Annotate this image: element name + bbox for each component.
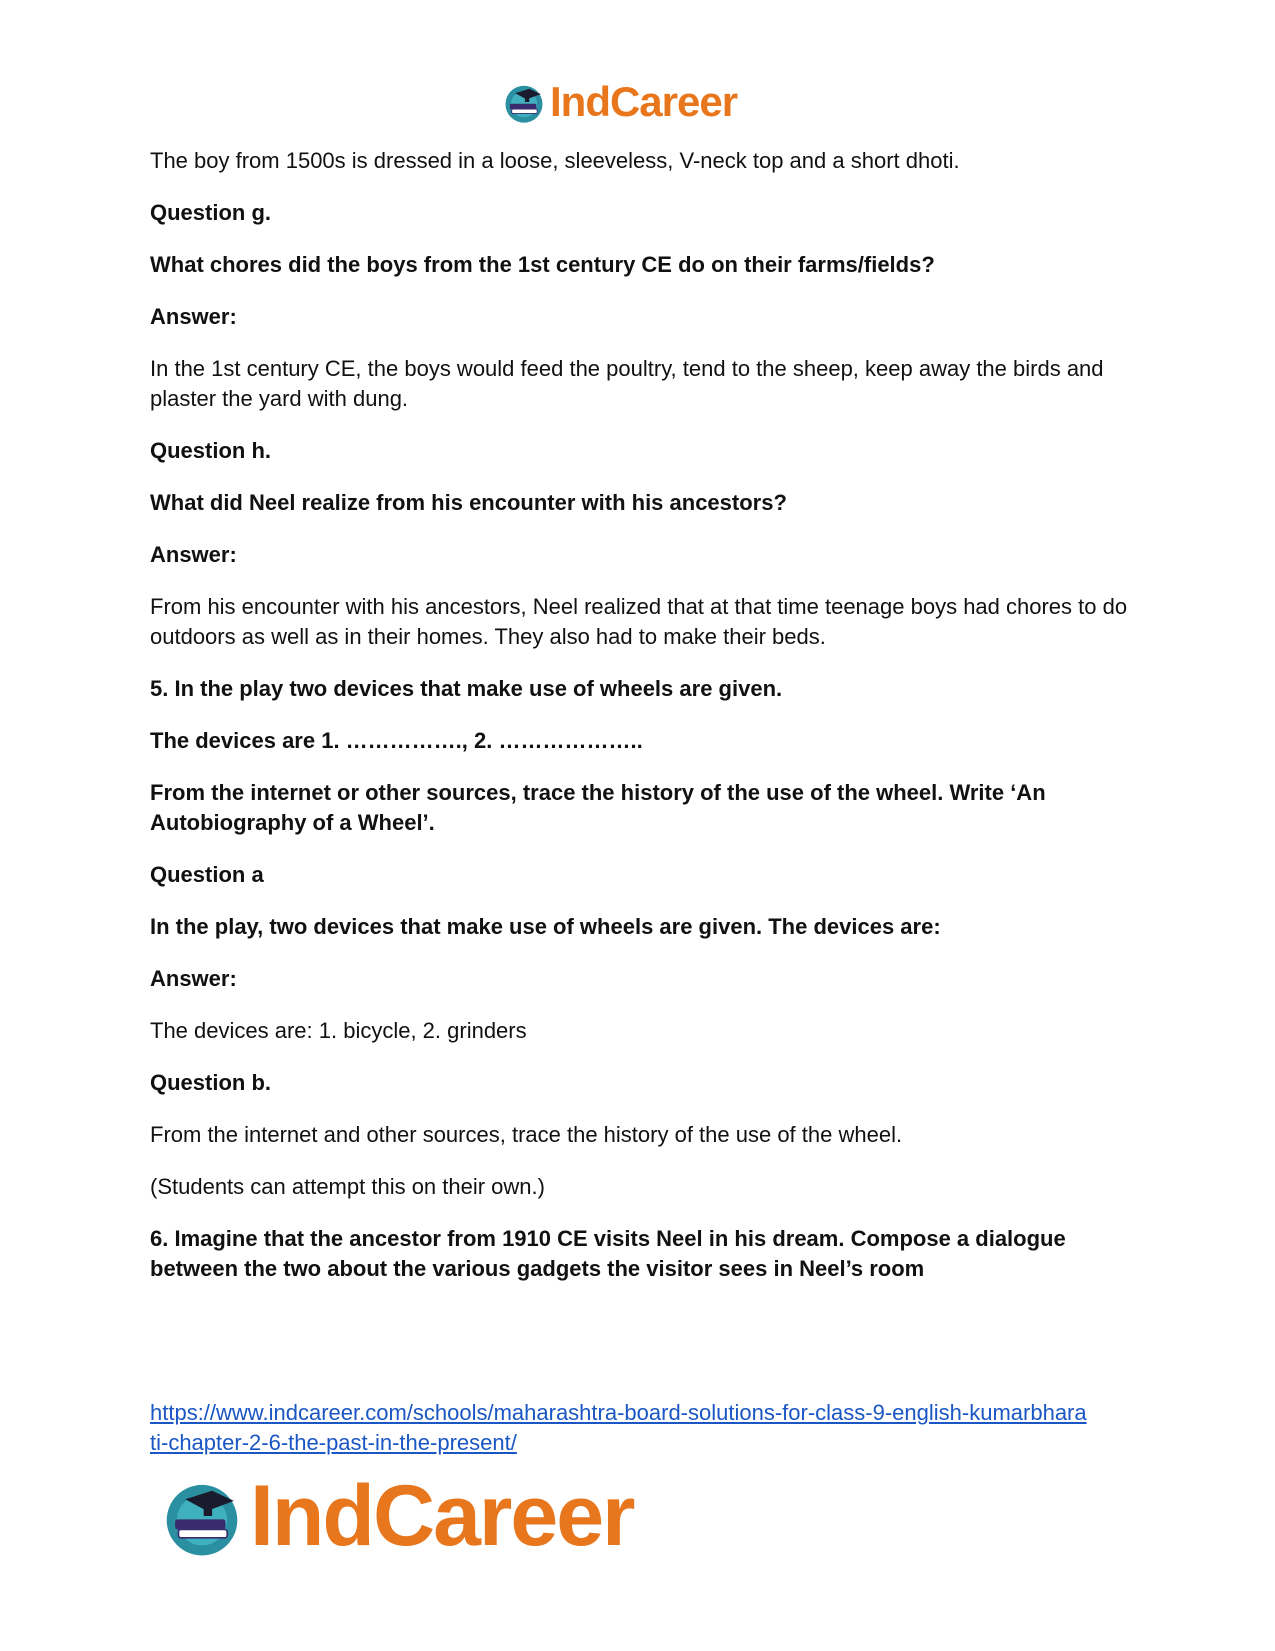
indcareer-logo-icon bbox=[160, 1474, 244, 1558]
section-heading: 6. Imagine that the ancestor from 1910 CE visits Neel in his dream. Compose a dialogue between the two about the various gadgets the visitor sees in Neel’s room bbox=[150, 1226, 1066, 1281]
section-heading: 5. In the play two devices that make use of wheels are given. bbox=[150, 676, 783, 701]
answer-label: Answer: bbox=[150, 304, 237, 329]
source-link-block bbox=[150, 1398, 1140, 1458]
question-text: In the play, two devices that make use of wheels are given. The devices are: bbox=[150, 914, 941, 939]
question-text: What chores did the boys from the 1st century CE do on their farms/fields? bbox=[150, 252, 935, 277]
logo-wordmark: IndCareer bbox=[250, 1468, 634, 1564]
logo-wordmark: IndCareer bbox=[550, 78, 738, 125]
indcareer-logo-icon bbox=[502, 80, 546, 124]
question-text: What did Neel realize from his encounter with his ancestors? bbox=[150, 490, 787, 515]
answer-text: In the 1st century CE, the boys would feed the poultry, tend to the sheep, keep away the birds and plaster the yard with dung. bbox=[150, 356, 1104, 411]
question-label: Question b. bbox=[150, 1070, 271, 1095]
section-prompt: From the internet or other sources, trace the history of the use of the wheel. Write ‘An Autobiography of a Wheel’. bbox=[150, 780, 1046, 835]
source-link-line-1: https://www.indcareer.com/schools/maharashtra-board-solutions-for-class-9-english-kumarbhara bbox=[150, 1400, 1087, 1425]
question-label: Question h. bbox=[150, 438, 271, 463]
question-label: Question g. bbox=[150, 200, 271, 225]
question-text: From the internet and other sources, trace the history of the use of the wheel. bbox=[150, 1122, 903, 1147]
source-link-line-2: ti-chapter-2-6-the-past-in-the-present/ bbox=[150, 1430, 517, 1455]
answer-label: Answer: bbox=[150, 542, 237, 567]
source-link[interactable] bbox=[150, 1400, 1087, 1455]
section-prompt: The devices are 1. ……………., 2. ……………….. bbox=[150, 728, 643, 753]
answer-text: (Students can attempt this on their own.) bbox=[150, 1174, 545, 1199]
question-label: Question a bbox=[150, 862, 264, 887]
answer-text: From his encounter with his ancestors, Neel realized that at that time teenage boys had chores to do outdoors as well as in their homes. They also had to make their beds. bbox=[150, 594, 1128, 649]
footer-logo bbox=[160, 1468, 634, 1564]
header-logo bbox=[502, 78, 737, 126]
answer-text: The devices are: 1. bicycle, 2. grinders bbox=[150, 1018, 527, 1043]
document-body bbox=[150, 146, 1140, 1284]
paragraph: The boy from 1500s is dressed in a loose, sleeveless, V-neck top and a short dhoti. bbox=[150, 148, 960, 173]
answer-label: Answer: bbox=[150, 966, 237, 991]
